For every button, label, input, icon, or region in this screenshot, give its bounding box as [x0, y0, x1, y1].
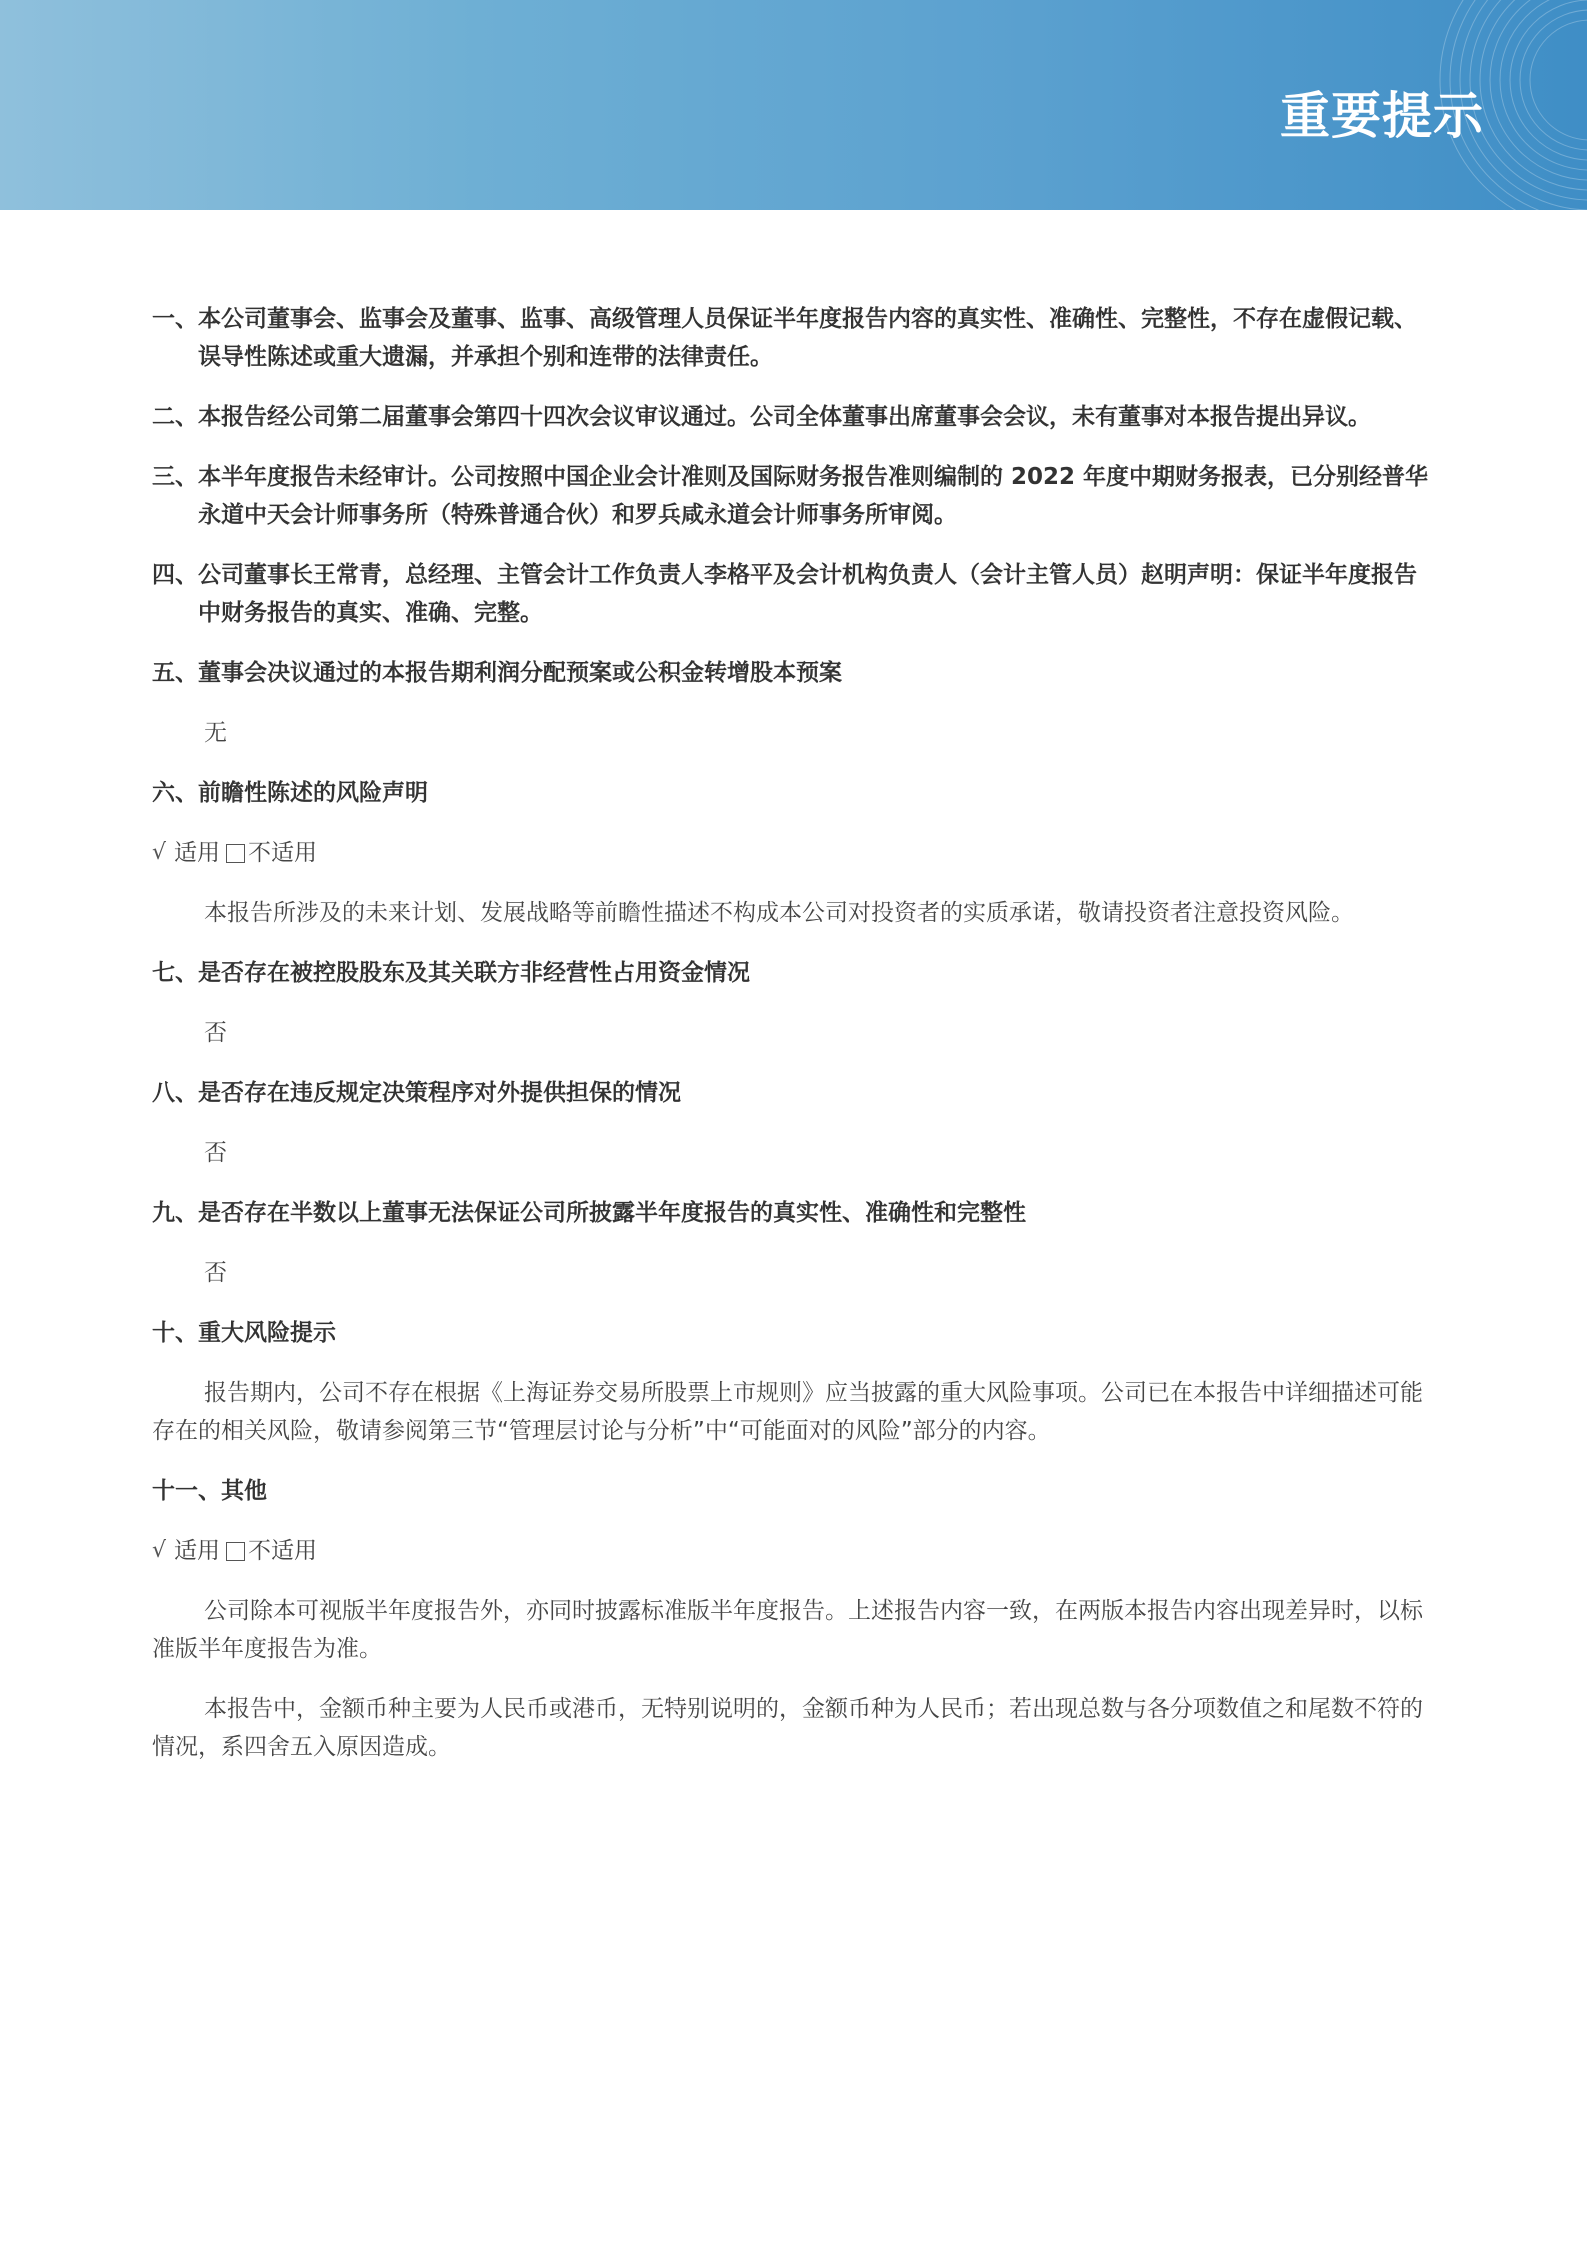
notice-item-5	[152, 654, 1437, 692]
notice-item-8	[152, 1074, 1437, 1112]
item-6-body: 本报告所涉及的未来计划、发展战略等前瞻性描述不构成本公司对投资者的实质承诺，敬请投资者注意投资风险。	[204, 900, 1354, 926]
item-text: 其他	[221, 1478, 267, 1504]
item-text: 本公司董事会、监事会及董事、监事、高级管理人员保证半年度报告内容的真实性、准确性、完整性，不存在虚假记载、误导性陈述或重大遗漏，并承担个别和连带的法律责任。	[198, 306, 1417, 370]
checkbox-icon	[226, 1542, 245, 1561]
checkbox-icon	[226, 844, 245, 863]
important-notice-content	[152, 300, 1437, 1788]
item-text: 重大风险提示	[198, 1320, 336, 1346]
applicable-label: 适用	[174, 840, 220, 866]
notice-item-1	[152, 300, 1437, 376]
item-11-body: 公司除本可视版半年度报告外，亦同时披露标准版半年度报告。上述报告内容一致，在两版本报告内容出现差异时，以标准版半年度报告为准。	[152, 1598, 1423, 1662]
item-8-answer: 否	[204, 1140, 227, 1166]
item-text: 前瞻性陈述的风险声明	[198, 780, 428, 806]
item-text: 是否存在违反规定决策程序对外提供担保的情况	[198, 1080, 681, 1106]
applicable-label: 适用	[174, 1538, 220, 1564]
notice-item-9	[152, 1194, 1437, 1232]
notice-item-10	[152, 1314, 1437, 1352]
notice-item-2	[152, 398, 1437, 436]
applicability-selector	[152, 1532, 1437, 1570]
item-text: 是否存在被控股股东及其关联方非经营性占用资金情况	[198, 960, 750, 986]
item-number: 三、	[152, 464, 198, 490]
item-11-body-2: 本报告中，金额币种主要为人民币或港币，无特别说明的，金额币种为人民币；若出现总数与各分项数值之和尾数不符的情况，系四舍五入原因造成。	[152, 1696, 1423, 1760]
item-number: 五、	[152, 660, 198, 686]
page-title: 重要提示	[1280, 87, 1484, 145]
item-number: 六、	[152, 780, 198, 806]
item-text: 公司董事长王常青，总经理、主管会计工作负责人李格平及会计机构负责人（会计主管人员）赵明声明：保证半年度报告中财务报告的真实、准确、完整。	[198, 562, 1417, 626]
applicability-selector	[152, 834, 1437, 872]
item-text: 本报告经公司第二届董事会第四十四次会议审议通过。公司全体董事出席董事会会议，未有董事对本报告提出异议。	[198, 404, 1371, 430]
not-applicable-label: 不适用	[248, 840, 317, 866]
checkmark-icon: √	[152, 840, 167, 865]
item-10-body: 报告期内，公司不存在根据《上海证券交易所股票上市规则》应当披露的重大风险事项。公司已在本报告中详细描述可能存在的相关风险，敬请参阅第三节“管理层讨论与分析”中“可能面对的风险”部分的内容。	[152, 1380, 1423, 1444]
item-number: 七、	[152, 960, 198, 986]
item-7-answer: 否	[204, 1020, 227, 1046]
notice-item-6	[152, 774, 1437, 812]
item-number: 一、	[152, 306, 198, 332]
item-5-answer: 无	[204, 720, 227, 746]
item-9-answer: 否	[204, 1260, 227, 1286]
item-number: 九、	[152, 1200, 198, 1226]
notice-item-11	[152, 1472, 1437, 1510]
item-number: 四、	[152, 562, 198, 588]
item-number: 十、	[152, 1320, 198, 1346]
not-applicable-label: 不适用	[248, 1538, 317, 1564]
item-text: 是否存在半数以上董事无法保证公司所披露半年度报告的真实性、准确性和完整性	[198, 1200, 1026, 1226]
item-number: 十一、	[152, 1478, 221, 1504]
checkmark-icon: √	[152, 1538, 167, 1563]
item-number: 二、	[152, 404, 198, 430]
notice-item-4	[152, 556, 1437, 632]
item-text: 本半年度报告未经审计。公司按照中国企业会计准则及国际财务报告准则编制的 2022 年度中期财务报表，已分别经普华永道中天会计师事务所（特殊普通合伙）和罗兵咸永道会计师事务所审阅。	[198, 464, 1429, 528]
notice-item-7	[152, 954, 1437, 992]
notice-item-3	[152, 458, 1437, 534]
item-text: 董事会决议通过的本报告期利润分配预案或公积金转增股本预案	[198, 660, 842, 686]
header-banner	[0, 0, 1587, 210]
item-number: 八、	[152, 1080, 198, 1106]
